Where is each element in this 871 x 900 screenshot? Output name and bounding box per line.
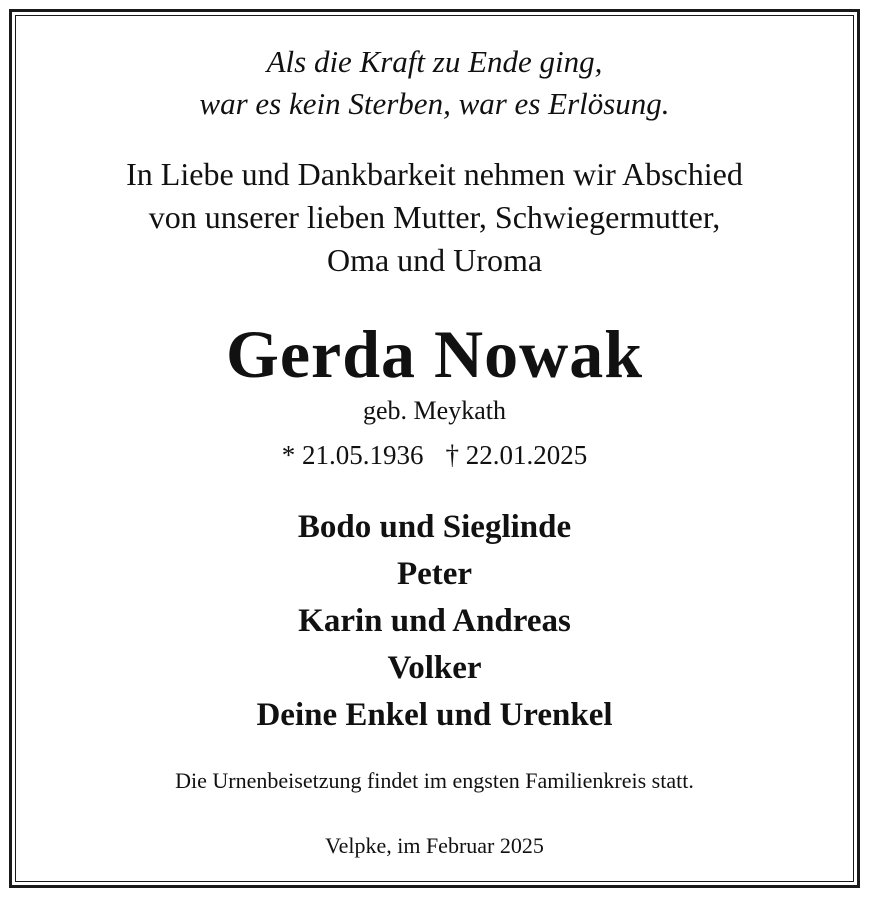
obituary-notice <box>16 16 853 880</box>
death-date: † 22.01.2025 <box>445 440 588 470</box>
mourner-line: Volker <box>387 650 482 686</box>
motto-line-1: Als die Kraft zu Ende ging, <box>266 44 603 79</box>
deceased-name: Gerda Nowak <box>225 316 644 392</box>
mourner-line: Deine Enkel und Urenkel <box>256 697 613 733</box>
mourner-line: Karin und Andreas <box>298 603 571 639</box>
maiden-name: geb. Meykath <box>363 396 506 425</box>
life-dates <box>16 438 853 472</box>
burial-notice: Die Urnenbeisetzung findet im engsten Familienkreis statt. <box>175 768 694 793</box>
motto-line-2: war es kein Sterben, war es Erlösung. <box>199 86 670 121</box>
intro-line-3: Oma und Uroma <box>326 242 543 278</box>
intro-line-1: In Liebe und Dankbarkeit nehmen wir Abschied <box>126 156 743 192</box>
place-and-date: Velpke, im Februar 2025 <box>325 833 544 858</box>
mourner-line: Peter <box>396 556 473 592</box>
mourner-line: Bodo und Sieglinde <box>297 509 572 545</box>
birth-date: * 21.05.1936 <box>281 440 424 470</box>
intro-line-2: von unserer lieben Mutter, Schwiegermutter, <box>148 199 721 235</box>
